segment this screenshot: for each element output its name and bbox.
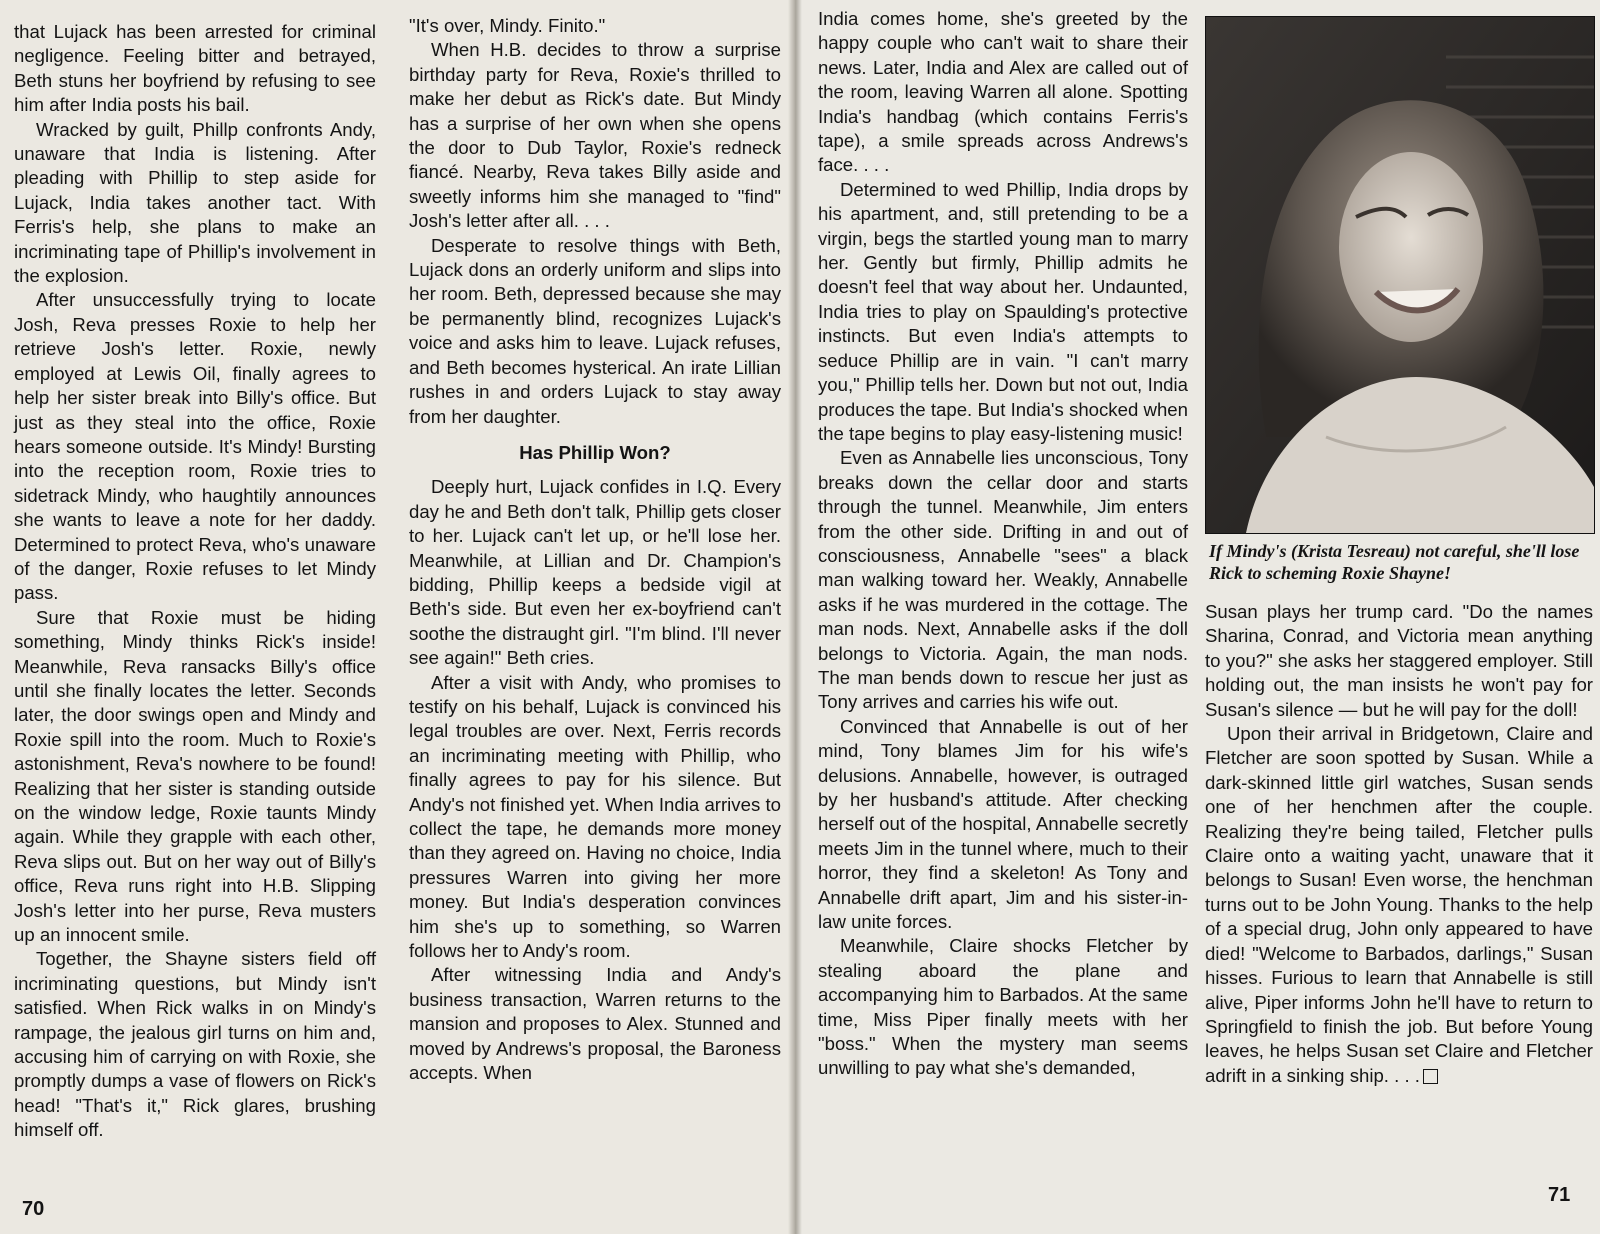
paragraph: After witnessing India and Andy's business transaction, Warren returns to the mansion and proposes to Alex. Stunned and moved by Andrews's proposal, the Baroness accepts. When: [409, 964, 781, 1084]
page-gutter: [788, 0, 802, 1234]
left-column-1: [14, 20, 376, 1143]
paragraph: "It's over, Mindy. Finito.": [409, 15, 606, 36]
paragraph: Susan plays her trump card. "Do the names Sharina, Conrad, and Victoria mean anything to you?" she asks her staggered employer. Still holding out, the man insists he won't pay for Susan's silence — but he will pay for the doll!: [1205, 601, 1593, 720]
section-heading: Has Phillip Won?: [519, 441, 671, 463]
paragraph: When H.B. decides to throw a surprise birthday party for Reva, Roxie's thrilled to make her debut as Rick's date. But Mindy has a surprise of her own when she opens the door to Dub Taylor, Roxie's redneck fiancé. Nearby, Reva takes Billy aside and sweetly informs him she managed to "find" Josh's letter after all. . . .: [409, 39, 781, 232]
left-column-2: [409, 14, 781, 1085]
paragraph: Even as Annabelle lies unconscious, Tony breaks down the cellar door and starts through the tunnel. Meanwhile, Jim enters from the other side. Drifting in and out of consciousness, Annabelle "sees" a black man walking toward her. Weakly, Annabelle asks if he was murdered in the cottage. The man nods. Next, Annabelle asks if the doll belongs to Victoria. Again, the man nods. The man bends down to rescue her just as Tony arrives and carries his wife out.: [818, 447, 1188, 713]
photo-illustration: [1206, 17, 1594, 533]
paragraph: [1205, 722, 1593, 1088]
paragraph: Together, the Shayne sisters field off incriminating questions, but Mindy isn't satisfied. When Rick walks in on Mindy's rampage, the jealous girl turns on him and, accusing him of carrying on with Roxie, she promptly dumps a vase of flowers on Rick's head! "That's it," Rick glares, brushing himself off.: [14, 948, 376, 1141]
paragraph: Sure that Roxie must be hiding something, Mindy thinks Rick's inside! Meanwhile, Reva ransacks Billy's office until she finally locates the letter. Seconds later, the door swings open and Mindy and Roxie spill into the room. Much to Roxie's astonishment, Reva's nowhere to be found! Realizing that her sister is standing outside on the window ledge, Roxie taunts Mindy again. While they grapple with each other, Reva slips out. But on her way out of Billy's office, Reva runs right into H.B. Slipping Josh's letter into her purse, Reva musters up an innocent smile.: [14, 606, 376, 946]
left-page: [0, 0, 788, 1234]
actress-photo: [1205, 16, 1595, 534]
end-of-story-icon: [1423, 1069, 1438, 1084]
right-column-1: [818, 7, 1188, 1081]
paragraph: Deeply hurt, Lujack confides in I.Q. Every day he and Beth don't talk, Phillip gets closer to her. Lujack can't let up, or he'll lose her. Meanwhile, at Lillian and Dr. Champion's bidding, Phillip keeps a bedside vigil at Beth's side. But even her ex-boyfriend can't soothe the distraught girl. "I'm blind. I'll never see again!" Beth cries.: [409, 476, 781, 669]
paragraph: Determined to wed Phillip, India drops by his apartment, and, still pretending to be a virgin, begs the startled young man to marry her. Gently but firmly, Phillip admits he doesn't feel that way about her. Undaunted, India tries to play on Spaulding's protective instincts. But even India's attempts to seduce Phillip are in vain. "I can't marry you," Phillip tells her. Down but not out, India produces the tape. But India's shocked when the tape begins to play easy-listening music!: [818, 178, 1188, 444]
paragraph: India comes home, she's greeted by the happy couple who can't wait to share their news. Later, India and Alex are called out of the room, leaving Warren all alone. Spotting India's handbag (which contains Ferris's tape), a smile spreads across Andrews's face. . . .: [818, 8, 1188, 176]
paragraph-text: Upon their arrival in Bridgetown, Claire and Fletcher are soon spotted by Susan. While a dark-skinned little girl watches, Susan sends one of her henchmen after the couple. Realizing they're being tailed, Fletcher pulls Claire onto a waiting yacht, unaware that it belongs to Susan! Even worse, the henchman turns out to be John Young. Thanks to the help of a special drug, John only appeared to have died! "Welcome to Barbados, darlings," Susan hisses. Furious to learn that Annabelle is still alive, Piper informs John he'll have to return to Springfield to finish the job. But before Young leaves, he helps Susan set Claire and Fletcher adrift in a sinking ship. . . .: [1205, 723, 1593, 1086]
page-number-right: 71: [1548, 1184, 1571, 1206]
paragraph: Desperate to resolve things with Beth, Lujack dons an orderly uniform and slips into her room. Beth, depressed because she may be permanently blind, recognizes Lujack's voice and asks him to leave. Lujack refuses, and Beth becomes hysterical. An irate Lillian rushes in and orders Lujack to stay away from her daughter.: [409, 234, 781, 427]
paragraph: After a visit with Andy, who promises to testify on his behalf, Lujack is convinced his legal troubles are over. Next, Ferris records an incriminating meeting with Phillip, who finally agrees to pay for his silence. But Andy's not finished yet. When India arrives to collect the tape, he demands more money than they agreed on. Having no choice, India pressures Warren into giving her more money. But India's desperation convinces him she's up to something, so Warren follows her to Andy's room.: [409, 671, 781, 962]
paragraph: Convinced that Annabelle is out of her mind, Tony blames Jim for his wife's delusions. Annabelle, however, is outraged by her husband's attitude. After checking herself out of the hospital, Annabelle secretly meets Jim in the tunnel where, much to their horror, they find a skeleton! As Tony and Annabelle drift apart, Jim and his sister-in-law unite forces.: [818, 715, 1188, 933]
page-number-left: 70: [22, 1198, 45, 1220]
paragraph: that Lujack has been arrested for criminal negligence. Feeling bitter and betrayed, Beth stuns her boyfriend by refusing to see him after India posts his bail.: [14, 21, 376, 116]
photo-caption: If Mindy's (Krista Tesreau) not careful, she'll lose Rick to scheming Roxie Shayne!: [1209, 541, 1580, 583]
paragraph: Wracked by guilt, Phillp confronts Andy, unaware that India is listening. After pleading with Phillip to step aside for Lujack, India takes another tact. With Ferris's help, she plans to make an incriminating tape of Phillip's involvement in the explosion.: [14, 118, 376, 287]
paragraph: After unsuccessfully trying to locate Josh, Reva presses Roxie to help her retrieve Josh's letter. Roxie, newly employed at Lewis Oil, finally agrees to help her sister break into Billy's office. But just as they steal into the office, Roxie hears someone outside. It's Mindy! Bursting into the reception room, Roxie tries to sidetrack Mindy, who haughtily announces she wants to leave a note for her daddy. Determined to protect Reva, who's unaware of the danger, Roxie refuses to let Mindy pass.: [14, 289, 376, 604]
right-column-2: [1205, 600, 1593, 1088]
paragraph: Meanwhile, Claire shocks Fletcher by stealing aboard the plane and accompanying him to Barbados. At the same time, Miss Piper finally meets with her "boss." When the mystery man seems unwilling to pay what she's demanded,: [818, 935, 1188, 1079]
right-page: [802, 0, 1600, 1234]
